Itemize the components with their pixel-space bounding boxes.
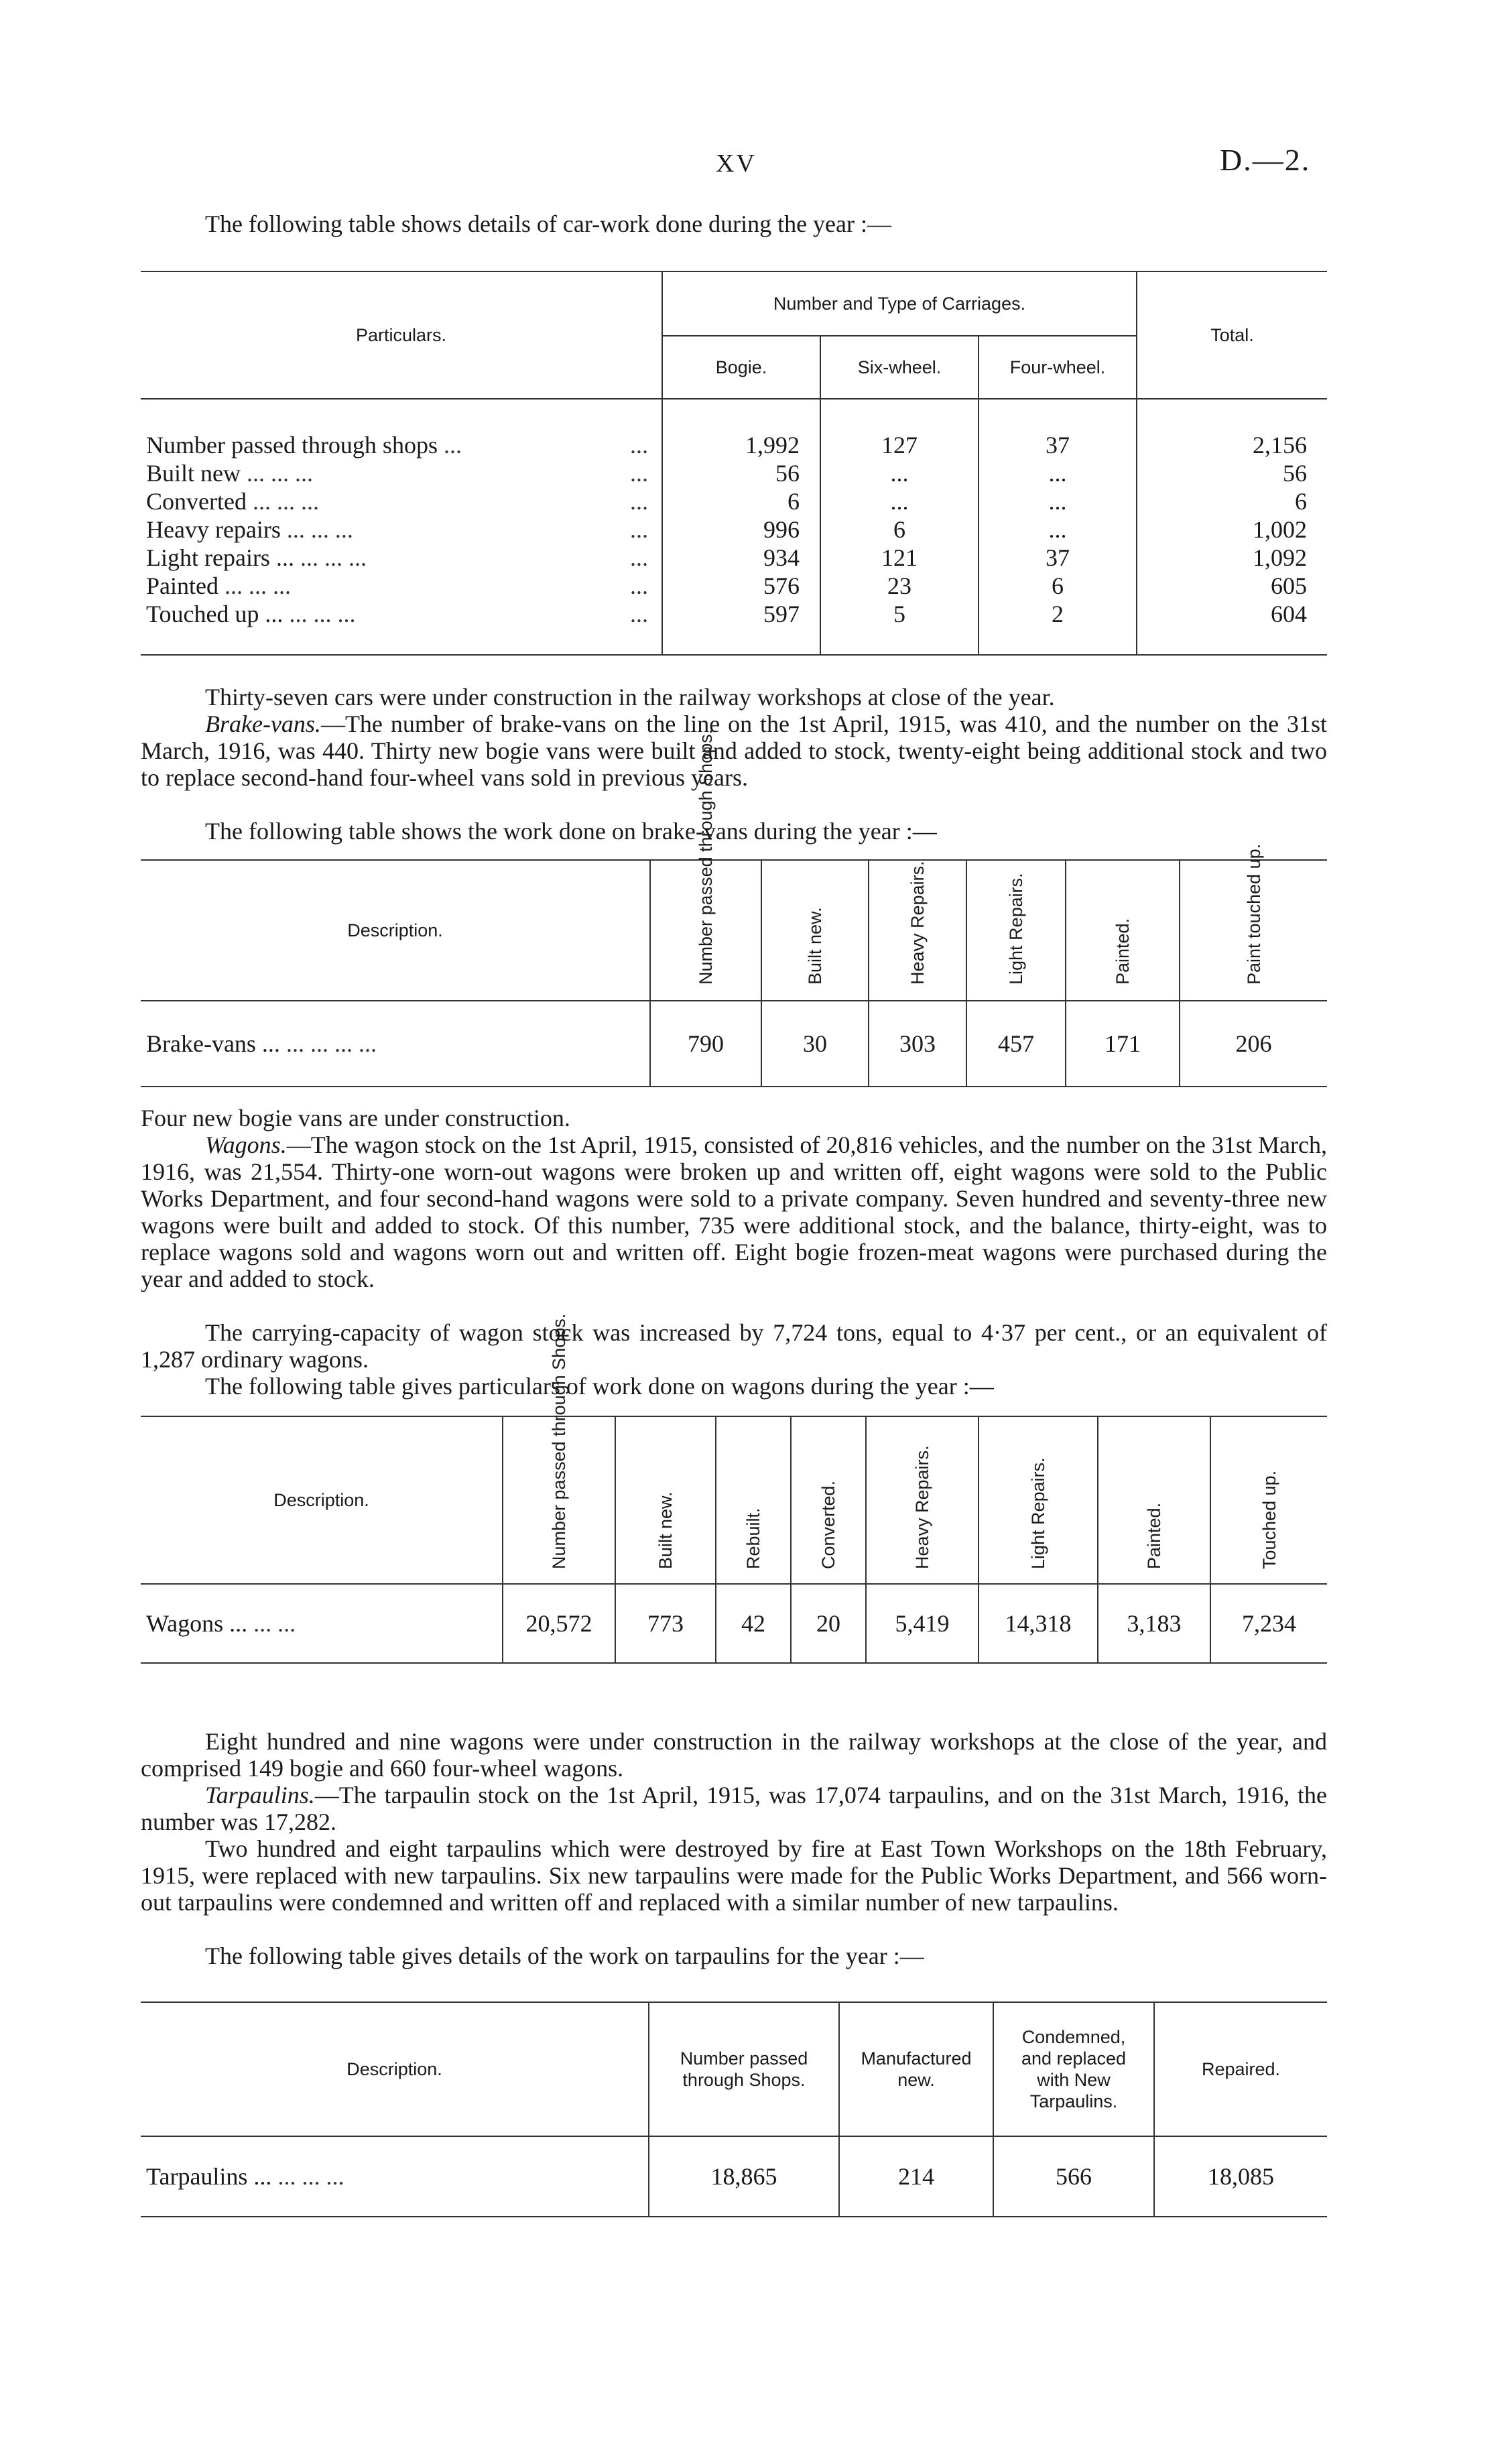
row-leader: ... ... ... xyxy=(252,488,319,515)
cell-bogie: 56 xyxy=(662,459,820,487)
cell-bogie: 996 xyxy=(662,515,820,544)
cell-heavy-repairs: 303 xyxy=(869,1001,966,1087)
wagons-heading: Wagons. xyxy=(205,1131,287,1158)
cell-six-wheel: 5 xyxy=(820,600,979,628)
table-row xyxy=(141,2136,1327,2217)
wagons-capacity: The carrying-capacity of wagon stock was increased by 7,724 tons, equal to 4·37 per cent., or an equivalent of 1,287 ordinary wagons. xyxy=(141,1319,1327,1373)
cell-touched-up: 7,234 xyxy=(1210,1584,1327,1663)
cell-four-wheel: 6 xyxy=(979,572,1137,600)
row-leader: ... ... ... xyxy=(289,601,356,627)
cell-touched-up: 206 xyxy=(1180,1001,1327,1087)
col-repaired: Repaired. xyxy=(1154,2002,1327,2136)
brake-vans-text: —The number of brake-vans on the line on the 1st April, 1915, was 410, and the number on the 31st March, 1916, was 440. Thirty new bogie vans were built and added to stock, twenty-eight being additional stock and two to replace second-hand four-wheel vans sold in previous years. xyxy=(141,711,1327,791)
row-leader-end: ... xyxy=(630,432,648,458)
cell-total: 604 xyxy=(1137,600,1327,628)
cell-six-wheel: 6 xyxy=(820,515,979,544)
cell-repaired: 18,085 xyxy=(1154,2136,1327,2217)
cell-total: 605 xyxy=(1137,572,1327,600)
cell-passed: 18,865 xyxy=(649,2136,839,2217)
wagons-intro: The following table gives particulars of work done on wagons during the year :— xyxy=(205,1373,994,1400)
wagons-under-construction: Eight hundred and nine wagons were under construction in the railway workshops at the close of the year, and comprised 149 bogie and 660 four-wheel wagons. xyxy=(141,1728,1327,1782)
table-row xyxy=(141,600,1327,628)
row-label: Painted xyxy=(146,572,218,599)
row-leader: ... xyxy=(443,432,462,458)
col-bogie: Bogie. xyxy=(662,336,820,399)
col-total: Total. xyxy=(1137,271,1327,399)
col-condemned: Condemned, and replaced with New Tarpaulins. xyxy=(993,2002,1154,2136)
cell-four-wheel: ... xyxy=(979,459,1137,487)
table-row xyxy=(141,487,1327,515)
cell-six-wheel: ... xyxy=(820,459,979,487)
cell-passed: 20,572 xyxy=(503,1584,615,1663)
row-leader: ... ... ... xyxy=(300,544,367,571)
tarpaulins-table xyxy=(141,2002,1327,2217)
tarpaulins-fire: Two hundred and eight tarpaulins which were destroyed by fire at East Town Workshops on the 18th February, 1915, were replaced with new tarpaulins. Six new tarpaulins were made for the Public Works Department, and 566 worn-out tarpaulins were condemned and written off and replaced with a similar number of new tarpaulins. xyxy=(141,1835,1327,1916)
cell-bogie: 597 xyxy=(662,600,820,628)
row-label: Touched up ... xyxy=(146,601,284,627)
table-row xyxy=(141,572,1327,600)
cell-total: 56 xyxy=(1137,459,1327,487)
col-touched-up: Paint touched up. xyxy=(1243,843,1264,985)
col-heavy-repairs: Heavy Repairs. xyxy=(907,860,928,985)
row-leader-end: ... xyxy=(630,488,648,515)
cell-light-repairs: 457 xyxy=(966,1001,1066,1087)
cell-painted: 171 xyxy=(1066,1001,1180,1087)
wagons-paragraph xyxy=(141,1131,1327,1292)
cell-condemned: 566 xyxy=(993,2136,1154,2217)
cell-four-wheel: 37 xyxy=(979,431,1137,459)
row-leader-end: ... xyxy=(630,460,648,487)
row-label: Heavy repairs xyxy=(146,516,281,543)
col-description: Description. xyxy=(346,2059,442,2079)
row-label: Tarpaulins ... xyxy=(146,2163,272,2190)
row-leader: ... ... ... xyxy=(247,460,313,487)
cell-four-wheel: ... xyxy=(979,515,1137,544)
table-row xyxy=(141,1584,1327,1663)
col-built-new: Built new. xyxy=(805,906,825,985)
col-passed: Number passed through Shops. xyxy=(649,2002,839,2136)
cell-six-wheel: 121 xyxy=(820,544,979,572)
wagons-text: —The wagon stock on the 1st April, 1915, consisted of 20,816 vehicles, and the number on the 31st March, 1916, was 21,554. Thirty-one worn-out wagons were broken up and written off, eight wagons were sold to the Public Works Department, and four second-hand wagons were sold to a private company. Seven hundred and seventy-three new wagons were built and added to stock. Of this number, 735 were additional stock, and the balance, thirty-eight, was to replace wagons sold and wagons worn out and written off. Eight bogie frozen-meat wagons were purchased during the year and added to stock. xyxy=(141,1131,1327,1292)
cell-total: 6 xyxy=(1137,487,1327,515)
row-label: Wagons ... xyxy=(146,1610,248,1637)
row-leader-end: ... xyxy=(630,601,648,627)
cell-four-wheel: ... xyxy=(979,487,1137,515)
tarpaulins-paragraph xyxy=(141,1782,1327,1835)
tarpaulins-text: —The tarpaulin stock on the 1st April, 1915, was 17,074 tarpaulins, and on the 31st March, 1916, the number was 17,282. xyxy=(141,1782,1327,1835)
col-description: Description. xyxy=(273,1490,369,1510)
col-painted: Painted. xyxy=(1113,918,1133,985)
row-label: Built new xyxy=(146,460,241,487)
table-row xyxy=(141,1001,1327,1087)
four-new-bogie-vans: Four new bogie vans are under construction. xyxy=(141,1105,570,1131)
cell-total: 1,092 xyxy=(1137,544,1327,572)
row-leader: ... ... ... xyxy=(224,572,291,599)
col-converted: Converted. xyxy=(818,1480,838,1569)
car-work-table xyxy=(141,271,1327,656)
brake-vans-paragraph xyxy=(141,711,1327,791)
col-built-new: Built new. xyxy=(655,1491,676,1569)
col-light-repairs: Light Repairs. xyxy=(1006,872,1026,985)
brake-vans-intro: The following table shows the work done on brake-vans during the year :— xyxy=(205,818,937,845)
cell-built-new: 773 xyxy=(615,1584,716,1663)
table-row xyxy=(141,431,1327,459)
col-particulars: Particulars. xyxy=(355,325,447,345)
cell-passed: 790 xyxy=(650,1001,761,1087)
row-leader: ... ... ... xyxy=(277,2163,344,2190)
cell-bogie: 6 xyxy=(662,487,820,515)
cell-built-new: 30 xyxy=(761,1001,869,1087)
cell-painted: 3,183 xyxy=(1098,1584,1210,1663)
cell-bogie: 576 xyxy=(662,572,820,600)
col-passed: Number passed through Shops. xyxy=(549,1313,569,1569)
cell-manufactured: 214 xyxy=(839,2136,993,2217)
col-painted: Painted. xyxy=(1144,1502,1164,1569)
row-label: Light repairs ... xyxy=(146,544,294,571)
cell-bogie: 1,992 xyxy=(662,431,820,459)
cell-light-repairs: 14,318 xyxy=(979,1584,1098,1663)
cell-six-wheel: ... xyxy=(820,487,979,515)
cell-four-wheel: 37 xyxy=(979,544,1137,572)
row-leader-end: ... xyxy=(630,516,648,543)
row-leader: ... ... ... ... xyxy=(286,1030,377,1057)
tarpaulins-intro: The following table gives details of the work on tarpaulins for the year :— xyxy=(205,1943,924,1969)
cell-rebuilt: 42 xyxy=(716,1584,791,1663)
cell-six-wheel: 127 xyxy=(820,431,979,459)
row-leader-end: ... xyxy=(630,572,648,599)
row-leader: ... ... ... xyxy=(286,516,353,543)
brake-vans-heading: Brake-vans. xyxy=(205,711,321,737)
col-heavy-repairs: Heavy Repairs. xyxy=(912,1445,932,1569)
col-four-wheel: Four-wheel. xyxy=(979,336,1137,399)
row-leader-end: ... xyxy=(630,544,648,571)
cell-converted: 20 xyxy=(791,1584,866,1663)
table-row xyxy=(141,544,1327,572)
col-carriages-group: Number and Type of Carriages. xyxy=(662,271,1137,336)
cell-six-wheel: 23 xyxy=(820,572,979,600)
table-row xyxy=(141,459,1327,487)
col-light-repairs: Light Repairs. xyxy=(1028,1457,1048,1569)
tarpaulins-heading: Tarpaulins. xyxy=(205,1782,315,1808)
col-manufactured: Manufactured new. xyxy=(839,2002,993,2136)
col-six-wheel: Six-wheel. xyxy=(820,336,979,399)
car-work-intro: The following table shows details of car-work done during the year :— xyxy=(205,210,891,237)
cars-under-construction: Thirty-seven cars were under construction in the railway workshops at close of the year. xyxy=(205,684,1055,711)
col-description: Description. xyxy=(347,920,443,940)
cell-four-wheel: 2 xyxy=(979,600,1137,628)
row-leader: ... ... xyxy=(253,1610,296,1637)
document-code: D.—2. xyxy=(1220,143,1311,177)
col-passed: Number passed through Shops. xyxy=(696,729,716,985)
row-label: Brake-vans ... xyxy=(146,1030,280,1057)
page-number: XV xyxy=(716,149,757,178)
cell-heavy-repairs: 5,419 xyxy=(866,1584,979,1663)
row-label: Converted xyxy=(146,488,247,515)
row-label: Number passed through shops xyxy=(146,432,438,458)
cell-total: 1,002 xyxy=(1137,515,1327,544)
cell-total: 2,156 xyxy=(1137,431,1327,459)
cell-bogie: 934 xyxy=(662,544,820,572)
col-rebuilt: Rebuilt. xyxy=(743,1507,763,1569)
col-touched-up: Touched up. xyxy=(1259,1470,1279,1569)
table-row xyxy=(141,515,1327,544)
